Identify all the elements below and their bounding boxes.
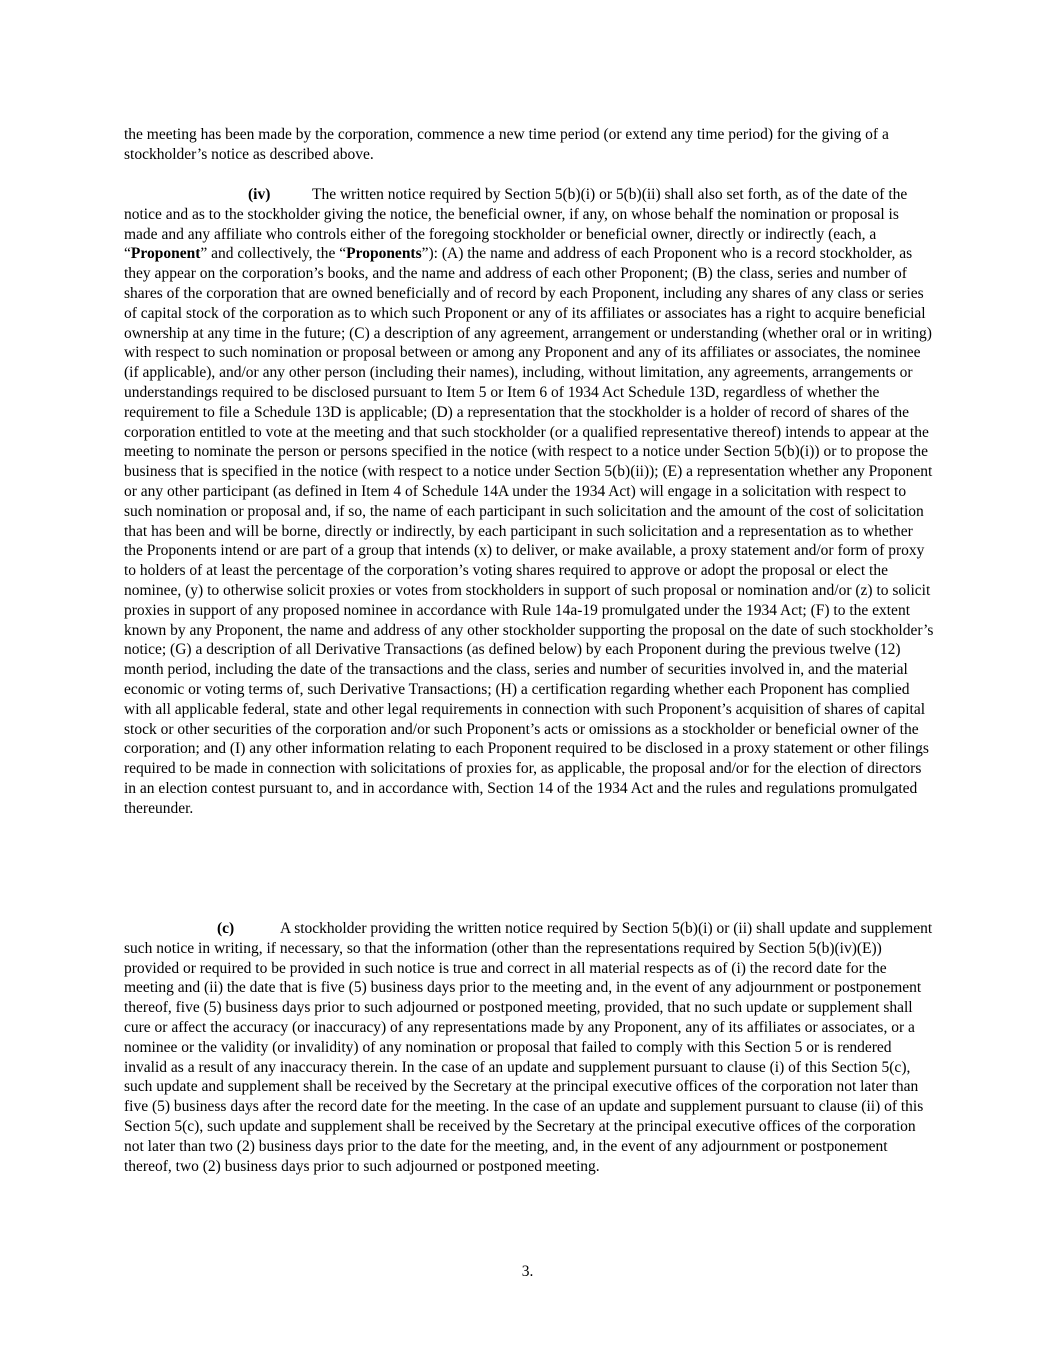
section-c-paragraph	[124, 919, 934, 1176]
section-c-label: (c)	[217, 920, 235, 937]
defined-term-proponents: Proponents	[346, 245, 422, 263]
intro-paragraph	[124, 125, 934, 165]
section-iv-label: (iv)	[248, 186, 271, 203]
section-iv-paragraph	[124, 185, 934, 819]
section-iv-text-2: ” and collectively, the “	[200, 245, 347, 263]
page-number: 3.	[521, 1263, 534, 1280]
section-c-text: A stockholder providing the written notice required by Section 5(b)(i) or (ii) shall update and supplement such notice in writing, if necessary, so that the information (other than the representations required by Section 5(b)(iv)(E)) provided or required to be provided in such notice is true and correct in all material respects as of (i) the record date for the meeting and (ii) the date that is five (5) business days prior to the meeting and, in the event of any adjournment or postponement thereof, five (5) business days prior to such adjourned or postponed meeting, provided, that no such update or supplement shall cure or affect the accuracy (or inaccuracy) of any representations made by any Proponent, any of its affiliates or associates, or a nominee or the validity (or invalidity) of any nomination or proposal that failed to comply with this Section 5 or is rendered invalid as a result of any inaccuracy therein. In the case of an update and supplement pursuant to clause (i) of this Section 5(c), such update and supplement shall be received by the Secretary at the principal executive offices of the corporation not later than five (5) business days after the record date for the meeting. In the case of an update and supplement pursuant to clause (ii) of this Section 5(c), such update and supplement shall be received by the Secretary at the principal executive offices of the corporation not later than two (2) business days prior to the date for the meeting, and, in the event of any adjournment or postponement thereof, two (2) business days prior to such adjourned or postponed meeting.	[124, 920, 933, 1175]
defined-term-proponent: Proponent	[130, 245, 201, 263]
section-iv-text-1: The written notice required by Section 5(b)(i) or 5(b)(ii) shall also set forth, as of the date of the notice and as to the stockholder giving the notice, the beneficial owner, if any, on whose behalf the nomination or proposal is made and any affiliate who controls either of the foregoing stockholder or beneficial owner, directly or indirectly (each, a “	[124, 186, 908, 263]
section-iv-text-3: ”): (A) the name and address of each Proponent who is a record stockholder, as they appear on the corporation’s books, and the name and address of each other Proponent; (B) the class, series and number of shares of the corporation that are owned beneficially and of record by each Proponent, including any shares of any class or series of capital stock of the corporation as to which such Proponent or any of its affiliates or associates has a right to acquire beneficial ownership at any time in the future; (C) a description of any agreement, arrangement or understanding (whether oral or in writing) with respect to such nomination or proposal between or among any Proponent and any of its affiliates or associates, the nominee (if applicable), and/or any other person (including their names), including, without limitation, any agreements, arrangements or understandings required to be disclosed pursuant to Item 5 or Item 6 of 1934 Act Schedule 13D, regardless of whether the requirement to file a Schedule 13D is applicable; (D) a representation that the stockholder is a holder of record of shares of the corporation entitled to vote at the meeting and that such stockholder (or a qualified representative thereof) intends to appear at the meeting to nominate the person or persons specified in the notice (with respect to a notice under Section 5(b)(i)) or to propose the business that is specified in the notice (with respect to a notice under Section 5(b)(ii)); (E) a representation whether any Proponent or any other participant (as defined in Item 4 of Schedule 14A under the 1934 Act) will engage in a solicitation with respect to such nomination or proposal and, if so, the name of each participant in such solicitation and the amount of the cost of solicitation that has been and will be borne, directly or indirectly, by each participant in such solicitation and a representation as to whether the Proponents intend or are part of a group that intends (x) to deliver, or make available, a proxy statement and/or form of proxy to holders of at least the percentage of the corporation’s voting shares required to approve or adopt the proposal or elect the nominee, (y) to otherwise solicit proxies or votes from stockholders in support of such proposal or nomination and/or (z) to solicit proxies in support of any proposed nominee in accordance with Rule 14a-19 promulgated under the 1934 Act; (F) to the extent known by any Proponent, the name and address of any other stockholder supporting the proposal on the date of such stockholder’s notice; (G) a description of all Derivative Transactions (as defined below) by each Proponent during the previous twelve (12) month period, including the date of the transactions and the class, series and number of securities involved in, and the material economic or voting terms of, such Derivative Transactions; (H) a certification regarding whether each Proponent has complied with all applicable federal, state and other legal requirements in connection with such Proponent’s acquisition of shares of capital stock or other securities of the corporation and/or such Proponent’s acts or omissions as a stockholder or beneficial owner of the corporation; and (I) any other information relating to each Proponent required to be disclosed in a proxy statement or other filings required to be made in connection with solicitations of proxies for, as applicable, the proposal and/or for the election of directors in an election contest pursuant to, and in accordance with, Section 14 of the 1934 Act and the rules and regulations promulgated thereunder.	[124, 245, 934, 817]
intro-paragraph-text: the meeting has been made by the corporation, commence a new time period (or extend any time period) for the giving of a stockholder’s notice as described above.	[124, 126, 889, 163]
